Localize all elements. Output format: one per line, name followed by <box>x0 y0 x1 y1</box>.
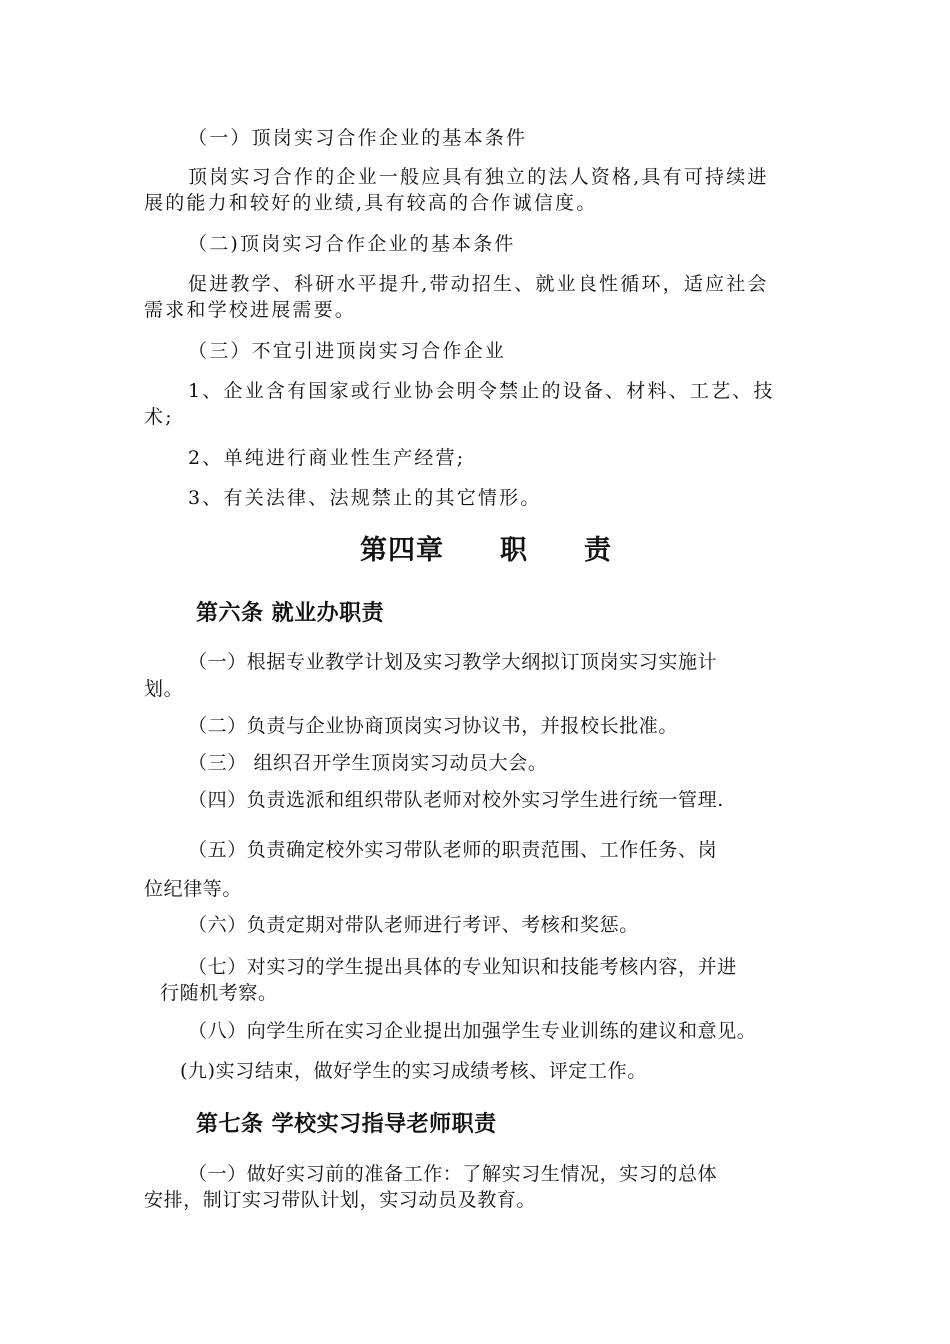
paragraph-line: 促进教学、科研水平提升,带动招生、就业良性循环，适应社会 <box>188 273 769 295</box>
paragraph-line: 顶岗实习合作的企业一般应具有独立的法人资格,具有可持续进 <box>188 166 769 188</box>
list-item: 1、企业含有国家或行业协会明令禁止的设备、材料、工艺、技 <box>188 380 775 402</box>
list-item: （一）做好实习前的准备工作：了解实习生情况，实习的总体 <box>188 1163 718 1185</box>
list-item: 术; <box>144 406 174 428</box>
list-item: （一）根据专业教学计划及实习教学大纲拟订顶岗实习实施计 <box>188 651 718 673</box>
list-item: （三） 组织召开学生顶岗实习动员大会。 <box>188 752 548 774</box>
paragraph-line: 需求和学校进展需要。 <box>144 299 357 321</box>
list-item: (九)实习结束，做好学生的实习成绩考核、评定工作。 <box>180 1060 647 1082</box>
list-item: （六）负责定期对带队老师进行考评、考核和奖惩。 <box>188 914 639 936</box>
article-6-title: 第六条 就业办职责 <box>196 601 385 626</box>
list-item: （二）负责与企业协商顶岗实习协议书，并报校长批准。 <box>188 715 679 737</box>
list-item: （七）对实习的学生提出具体的专业知识和技能考核内容，并进 <box>188 956 737 978</box>
subheading-basic-conditions-2: （二)顶岗实习合作企业的基本条件 <box>188 233 516 255</box>
list-item: 行随机考察。 <box>160 982 278 1004</box>
list-item: 2、单纯进行商业性生产经营; <box>188 447 466 469</box>
subheading-basic-conditions-1: （一）顶岗实习合作企业的基本条件 <box>188 127 528 149</box>
subheading-not-suitable: （三）不宜引进顶岗实习合作企业 <box>188 340 507 362</box>
chapter-title: 第四章 职 责 <box>360 535 612 566</box>
article-7-title: 第七条 学校实习指导老师职责 <box>196 1112 497 1137</box>
list-item: （八）向学生所在实习企业提出加强学生专业训练的建议和意见。 <box>188 1020 757 1042</box>
list-item: 安排，制订实习带队计划，实习动员及教育。 <box>144 1189 537 1211</box>
list-item: （四）负责选派和组织带队老师对校外实习学生进行统一管理. <box>188 789 724 811</box>
list-item: （五）负责确定校外实习带队老师的职责范围、工作任务、岗 <box>188 839 718 861</box>
list-item: 3、有关法律、法规禁止的其它情形。 <box>188 487 542 509</box>
paragraph-line: 展的能力和较好的业绩,具有较高的合作诚信度。 <box>144 192 598 214</box>
list-item: 位纪律等。 <box>144 878 243 900</box>
list-item: 划。 <box>144 678 184 700</box>
